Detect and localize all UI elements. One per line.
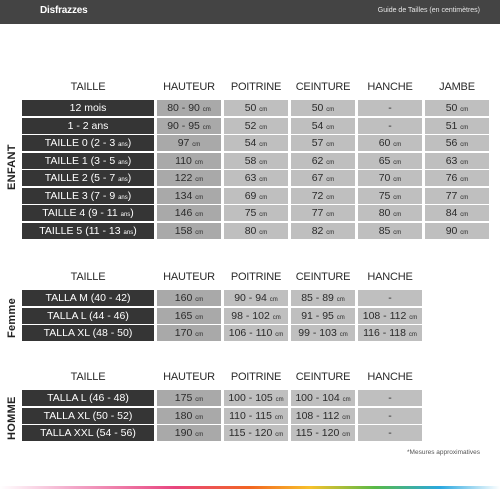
- homme-value-cell: -: [358, 425, 422, 441]
- enfant-value-cell: 54 cm: [224, 135, 288, 151]
- femme-row: [0, 290, 500, 307]
- brand-logo: Disfrazzes: [40, 5, 88, 16]
- enfant-size-cell: 12 mois: [22, 100, 154, 116]
- femme-value-cell: 98 - 102 cm: [224, 308, 288, 324]
- enfant-row: [0, 135, 500, 152]
- enfant-row: [0, 188, 500, 205]
- enfant-row: [0, 170, 500, 187]
- homme-size-cell: TALLA XL (50 - 52): [22, 408, 154, 424]
- enfant-value-cell: 58 cm: [224, 153, 288, 169]
- enfant-value-cell: 77 cm: [291, 205, 355, 221]
- enfant-value-cell: 50 cm: [291, 100, 355, 116]
- homme-value-cell: 190 cm: [157, 425, 221, 441]
- enfant-header-jambe: JAMBE: [439, 81, 475, 93]
- enfant-value-cell: 72 cm: [291, 188, 355, 204]
- enfant-value-cell: 75 cm: [358, 188, 422, 204]
- homme-value-cell: 115 - 120 cm: [291, 425, 355, 441]
- enfant-value-cell: 158 cm: [157, 223, 221, 239]
- enfant-value-cell: 63 cm: [224, 170, 288, 186]
- homme-value-cell: -: [358, 408, 422, 424]
- enfant-value-cell: 90 - 95 cm: [157, 118, 221, 134]
- femme-value-cell: 165 cm: [157, 308, 221, 324]
- enfant-row: [0, 100, 500, 117]
- homme-value-cell: 115 - 120 cm: [224, 425, 288, 441]
- enfant-value-cell: 57 cm: [291, 135, 355, 151]
- enfant-value-cell: 70 cm: [358, 170, 422, 186]
- page-title: Guide de Tailles (en centimètres): [377, 7, 480, 14]
- enfant-value-cell: 50 cm: [224, 100, 288, 116]
- enfant-value-cell: 69 cm: [224, 188, 288, 204]
- femme-value-cell: 116 - 118 cm: [358, 325, 422, 341]
- enfant-row: [0, 223, 500, 240]
- enfant-section: [0, 80, 500, 245]
- femme-row: [0, 325, 500, 342]
- homme-header-hanche: HANCHE: [367, 371, 413, 383]
- femme-value-cell: 90 - 94 cm: [224, 290, 288, 306]
- femme-value-cell: -: [358, 290, 422, 306]
- enfant-header-hanche: HANCHE: [367, 81, 413, 93]
- enfant-value-cell: 56 cm: [425, 135, 489, 151]
- homme-row: [0, 425, 500, 442]
- homme-value-cell: 180 cm: [157, 408, 221, 424]
- enfant-value-cell: 76 cm: [425, 170, 489, 186]
- enfant-value-cell: 51 cm: [425, 118, 489, 134]
- femme-value-cell: 99 - 103 cm: [291, 325, 355, 341]
- enfant-value-cell: 65 cm: [358, 153, 422, 169]
- enfant-header-ceinture: CEINTURE: [295, 81, 351, 93]
- enfant-value-cell: 62 cm: [291, 153, 355, 169]
- homme-header-taille: TAILLE: [70, 371, 106, 383]
- femme-header-poitrine: POITRINE: [230, 271, 282, 283]
- enfant-size-cell: 1 - 2 ans: [22, 118, 154, 134]
- homme-value-cell: -: [358, 390, 422, 406]
- enfant-header-poitrine: POITRINE: [230, 81, 282, 93]
- enfant-value-cell: 97 cm: [157, 135, 221, 151]
- femme-size-cell: TALLA L (44 - 46): [22, 308, 154, 324]
- enfant-value-cell: 110 cm: [157, 153, 221, 169]
- enfant-header-hauteur: HAUTEUR: [163, 81, 215, 93]
- enfant-value-cell: 90 cm: [425, 223, 489, 239]
- femme-value-cell: 85 - 89 cm: [291, 290, 355, 306]
- enfant-header-taille: TAILLE: [70, 81, 106, 93]
- homme-label: HOMME: [6, 396, 18, 440]
- homme-value-cell: 110 - 115 cm: [224, 408, 288, 424]
- homme-row: [0, 390, 500, 407]
- femme-header-taille: TAILLE: [70, 271, 106, 283]
- homme-value-cell: 175 cm: [157, 390, 221, 406]
- homme-section: [0, 370, 500, 442]
- enfant-value-cell: -: [358, 118, 422, 134]
- enfant-value-cell: 54 cm: [291, 118, 355, 134]
- femme-value-cell: 106 - 110 cm: [224, 325, 288, 341]
- enfant-value-cell: 80 - 90 cm: [157, 100, 221, 116]
- femme-size-cell: TALLA M (40 - 42): [22, 290, 154, 306]
- femme-value-cell: 160 cm: [157, 290, 221, 306]
- enfant-size-cell: TAILLE 3 (7 - 9 ans): [22, 188, 154, 204]
- enfant-value-cell: -: [358, 100, 422, 116]
- enfant-value-cell: 122 cm: [157, 170, 221, 186]
- homme-value-cell: 108 - 112 cm: [291, 408, 355, 424]
- femme-header-hanche: HANCHE: [367, 271, 413, 283]
- femme-value-cell: 91 - 95 cm: [291, 308, 355, 324]
- femme-value-cell: 108 - 112 cm: [358, 308, 422, 324]
- femme-size-cell: TALLA XL (48 - 50): [22, 325, 154, 341]
- homme-header-ceinture: CEINTURE: [295, 371, 351, 383]
- homme-size-cell: TALLA L (46 - 48): [22, 390, 154, 406]
- femme-label: Femme: [6, 297, 18, 338]
- enfant-value-cell: 63 cm: [425, 153, 489, 169]
- rainbow-stripe: [0, 486, 500, 489]
- femme-value-cell: 170 cm: [157, 325, 221, 341]
- enfant-value-cell: 77 cm: [425, 188, 489, 204]
- homme-value-cell: 100 - 105 cm: [224, 390, 288, 406]
- homme-header-poitrine: POITRINE: [230, 371, 282, 383]
- footnote: *Mesures approximatives: [407, 449, 480, 456]
- enfant-value-cell: 52 cm: [224, 118, 288, 134]
- enfant-size-cell: TAILLE 2 (5 - 7 ans): [22, 170, 154, 186]
- homme-header-hauteur: HAUTEUR: [163, 371, 215, 383]
- femme-header-ceinture: CEINTURE: [295, 271, 351, 283]
- homme-value-cell: 100 - 104 cm: [291, 390, 355, 406]
- enfant-row: [0, 118, 500, 135]
- enfant-value-cell: 85 cm: [358, 223, 422, 239]
- enfant-value-cell: 146 cm: [157, 205, 221, 221]
- enfant-row: [0, 153, 500, 170]
- femme-section: [0, 270, 500, 342]
- enfant-value-cell: 80 cm: [224, 223, 288, 239]
- homme-size-cell: TALLA XXL (54 - 56): [22, 425, 154, 441]
- enfant-row: [0, 205, 500, 222]
- enfant-value-cell: 82 cm: [291, 223, 355, 239]
- enfant-value-cell: 60 cm: [358, 135, 422, 151]
- enfant-value-cell: 80 cm: [358, 205, 422, 221]
- femme-row: [0, 308, 500, 325]
- enfant-label: ENFANT: [6, 144, 18, 190]
- enfant-size-cell: TAILLE 0 (2 - 3 ans): [22, 135, 154, 151]
- enfant-size-cell: TAILLE 4 (9 - 11 ans): [22, 205, 154, 221]
- enfant-value-cell: 67 cm: [291, 170, 355, 186]
- enfant-value-cell: 50 cm: [425, 100, 489, 116]
- enfant-value-cell: 134 cm: [157, 188, 221, 204]
- enfant-size-cell: TAILLE 5 (11 - 13 ans): [22, 223, 154, 239]
- enfant-value-cell: 84 cm: [425, 205, 489, 221]
- enfant-value-cell: 75 cm: [224, 205, 288, 221]
- homme-row: [0, 408, 500, 425]
- femme-header-hauteur: HAUTEUR: [163, 271, 215, 283]
- enfant-size-cell: TAILLE 1 (3 - 5 ans): [22, 153, 154, 169]
- top-bar: [0, 0, 500, 24]
